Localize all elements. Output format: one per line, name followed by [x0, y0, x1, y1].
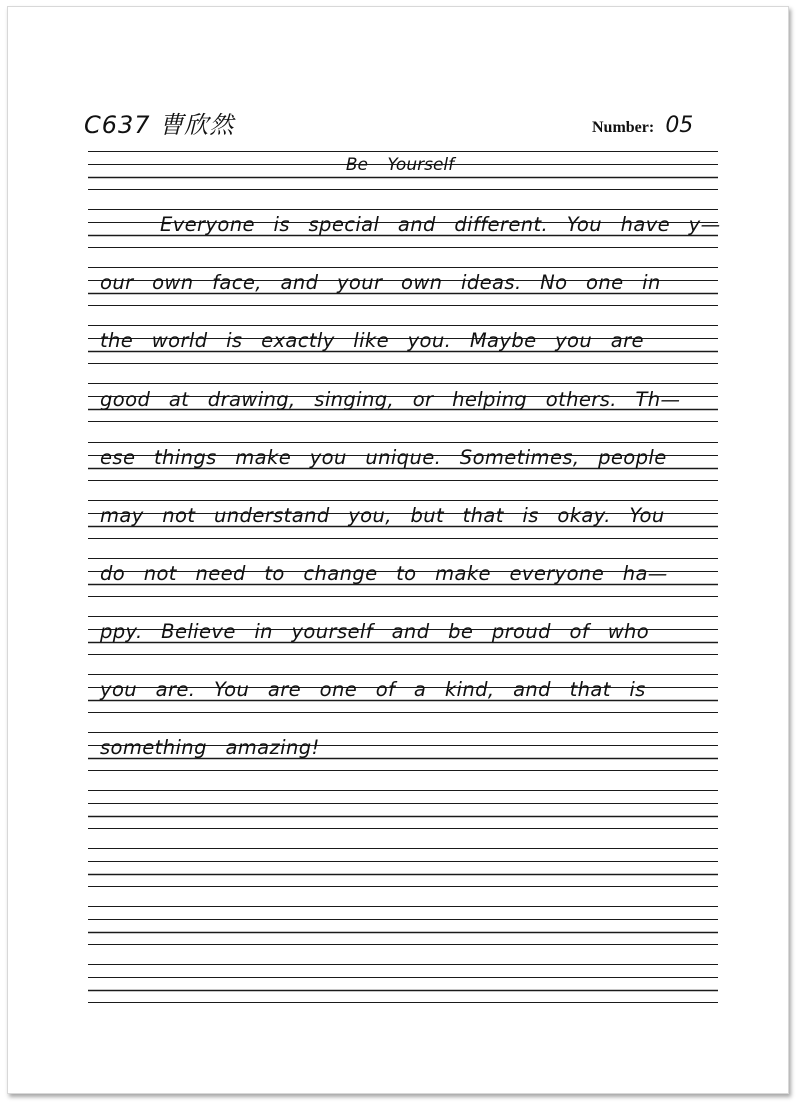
essay-line-7: do not need to change to make everyone ha—: [100, 562, 668, 585]
essay-title: Be Yourself: [345, 155, 455, 175]
essay-line-3: the world is exactly like you. Maybe you are: [100, 329, 644, 352]
essay-line-5: ese things make you unique. Sometimes, people: [100, 446, 667, 469]
essay-line-1: Everyone is special and different. You have y—: [160, 213, 721, 236]
essay-line-6: may not understand you, but that is okay. You: [100, 504, 665, 527]
essay-line-10: something amazing!: [100, 736, 320, 759]
essay-line-8: ppy. Believe in yourself and be proud of who: [100, 620, 650, 643]
number-value: 05: [665, 113, 694, 138]
essay-line-4: good at drawing, singing, or helping others. Th—: [100, 388, 681, 411]
student-id-name: C637 曹欣然: [84, 111, 235, 139]
essay-line-9: you are. You are one of a kind, and that is: [100, 678, 646, 701]
number-label: Number:: [592, 119, 655, 136]
essay-line-2: our own face, and your own ideas. No one in: [100, 271, 661, 294]
